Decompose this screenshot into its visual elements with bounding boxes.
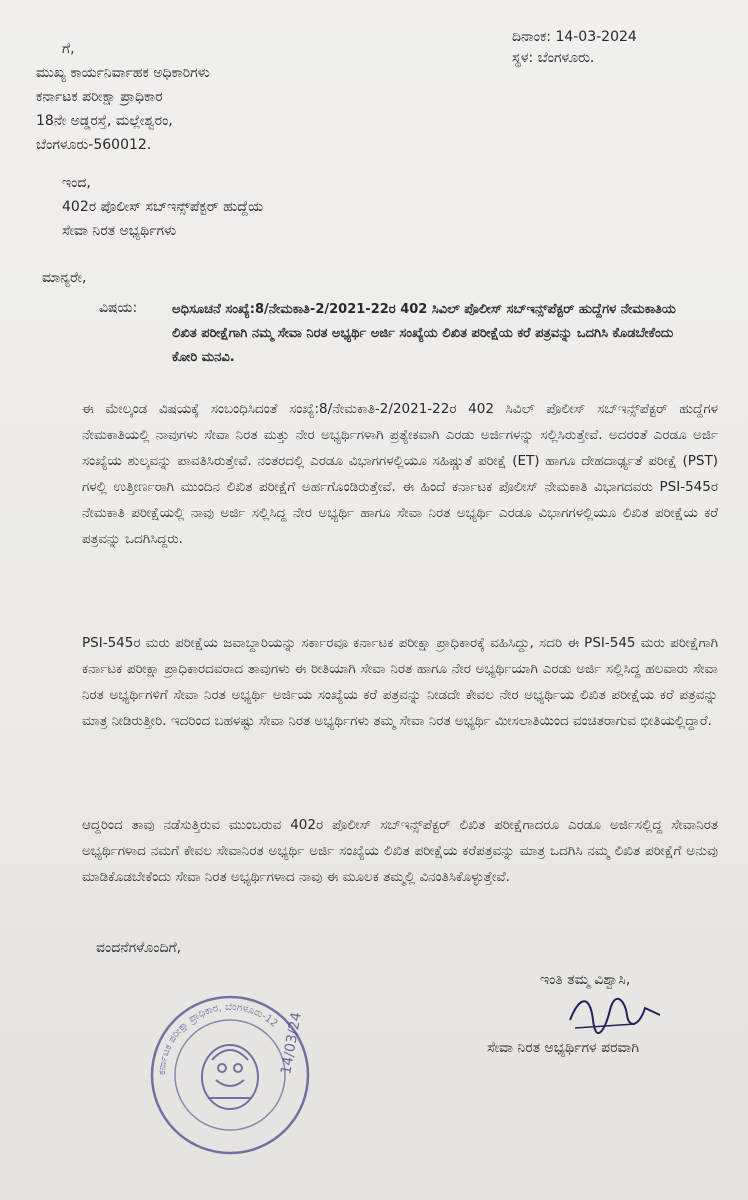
salutation: ಮಾನ್ಯರೇ,	[42, 270, 87, 286]
to-line: ಬೆಂಗಳೂರು-560012.	[36, 137, 152, 153]
from-line: 402ರ ಪೊಲೀಸ್ ಸಬ್‌ಇನ್ಸ್‌ಪೆಕ್ಟರ್ ಹುದ್ದೆಯ	[62, 199, 264, 215]
svg-text:ಕರ್ನಾಟಕ ಪರೀಕ್ಷಾ ಪ್ರಾಧಿಕಾರ, ಬೆಂ	[157, 1002, 280, 1075]
to-line: ಮುಖ್ಯ ಕಾರ್ಯನಿರ್ವಾಹಕ ಅಧಿಕಾರಿಗಳು	[36, 65, 210, 81]
letter-date: ದಿನಾಂಕ: 14-03-2024	[512, 29, 637, 45]
to-line: ಗೆ,	[62, 41, 75, 57]
to-line: ಕರ್ನಾಟಕ ಪರೀಕ್ಷಾ ಪ್ರಾಧಿಕಾರ	[36, 89, 163, 105]
handwritten-date: 14/03/24	[278, 1010, 305, 1076]
closing: ವಂದನೆಗಳೊಂದಿಗೆ,	[96, 940, 182, 956]
from-line: ಇಂದ,	[62, 175, 91, 191]
subject-text: ಅಧಿಸೂಚನೆ ಸಂಖ್ಯೆ:8/ನೇಮಕಾತಿ-2/2021-22ರ 402 ಸಿವಿಲ್ ಪೊಲೀಸ್ ಸಬ್‌ಇನ್ಸ್‌ಪೆಕ್ಟರ್ ಹುದ್ದೆಗಳ ನೇಮಕಾತಿಯ ಲಿಖಿತ ಪರೀಕ್ಷೆಗಾಗಿ ನಮ್ಮ ಸೇವಾ ನಿರತ ಅಭ್ಯರ್ಥಿ ಅರ್ಜಿ ಸಂಖ್ಯೆಯ ಲಿಖಿತ ಪರೀಕ್ಷೆಯ ಕರೆ ಪತ್ರವನ್ನು ಒದಗಿಸಿ ಕೊಡಬೇಕೆಂದು ಕೋರಿ ಮನವಿ.	[172, 302, 676, 365]
yours-faithfully: ಇಂತಿ ತಮ್ಮ ವಿಶ್ವಾಸಿ,	[540, 972, 631, 988]
signature	[565, 990, 675, 1040]
office-seal-stamp	[130, 980, 330, 1160]
to-line: 18ನೇ ಅಡ್ಡರಸ್ತೆ, ಮಲ್ಲೇಶ್ವರಂ,	[36, 113, 173, 129]
seal-text: ಕರ್ನಾಟಕ ಪರೀಕ್ಷಾ ಪ್ರಾಧಿಕಾರ, ಬೆಂಗಳೂರು-12	[156, 1001, 280, 1076]
body-paragraph-1: ಈ ಮೇಲ್ಕಂಡ ವಿಷಯಕ್ಕೆ ಸಂಬಂಧಿಸಿದಂತೆ ಸಂಖ್ಯೆ:8/ನೇಮಕಾತಿ-2/2021-22ರ 402 ಸಿವಿಲ್ ಪೊಲೀಸ್ ಸಬ್‌ಇನ್ಸ್‌ಪೆಕ್ಟರ್ ಹುದ್ದೆಗಳ ನೇಮಕಾತಿಯಲ್ಲಿ ನಾವುಗಳು ಸೇವಾ ನಿರತ ಮತ್ತು ನೇರ ಅಭ್ಯರ್ಥಿಗಳಾಗಿ ಪ್ರತ್ಯೇಕವಾಗಿ ಎರಡು ಅರ್ಜಿಗಳನ್ನು ಸಲ್ಲಿಸಿರುತ್ತೇವೆ. ಅದರಂತೆ ಎರಡೂ ಅರ್ಜಿ ಸಂಖ್ಯೆಯ ಶುಲ್ಕವನ್ನು ಪಾವತಿಸಿರುತ್ತೇವೆ. ನಂತರದಲ್ಲಿ ಎರಡೂ ವಿಭಾಗಗಳಲ್ಲಿಯೂ ಸಹಿಷ್ಣುತೆ ಪರೀಕ್ಷೆ (ET) ಹಾಗೂ ದೇಹದಾರ್ಢ್ಯತೆ ಪರೀಕ್ಷೆ (PST) ಗಳಲ್ಲಿ ಉತ್ತೀರ್ಣರಾಗಿ ಮುಂದಿನ ಲಿಖಿತ ಪರೀಕ್ಷೆಗೆ ಅರ್ಹಗೊಂಡಿರುತ್ತೇವೆ. ಈ ಹಿಂದೆ ಕರ್ನಾಟಕ ಪೊಲೀಸ್ ನೇಮಕಾತಿ ವಿಭಾಗದವರು PSI-545ರ ನೇಮಕಾತಿ ಪರೀಕ್ಷೆಯಲ್ಲಿ ನಾವು ಅರ್ಜಿ ಸಲ್ಲಿಸಿದ್ದ ನೇರ ಅಭ್ಯರ್ಥಿ ಹಾಗೂ ಸೇವಾ ನಿರತ ಅಭ್ಯರ್ಥಿ ಎರಡೂ ವಿಭಾಗಗಳಲ್ಲಿಯೂ ಲಿಖಿತ ಪರೀಕ್ಷೆಯ ಕರೆ ಪತ್ರವನ್ನು ಒದಗಿಸಿದ್ದರು.	[82, 401, 718, 547]
date-place-block	[512, 27, 637, 69]
sender-address	[62, 171, 263, 243]
recipient-address	[36, 37, 210, 157]
body-paragraph-2: PSI-545ರ ಮರು ಪರೀಕ್ಷೆಯ ಜವಾಬ್ದಾರಿಯನ್ನು ಸರ್ಕಾರವೂ ಕರ್ನಾಟಕ ಪರೀಕ್ಷಾ ಪ್ರಾಧಿಕಾರಕ್ಕೆ ವಹಿಸಿದ್ದು, ಸದರಿ ಈ PSI-545 ಮರು ಪರೀಕ್ಷೆಗಾಗಿ ಕರ್ನಾಟಕ ಪರೀಕ್ಷಾ ಪ್ರಾಧಿಕಾರದವರಾದ ತಾವುಗಳು ಈ ರೀತಿಯಾಗಿ ಸೇವಾ ನಿರತ ಹಾಗೂ ನೇರ ಅಭ್ಯರ್ಥಿಯಾಗಿ ಎರಡು ಅರ್ಜಿ ಸಲ್ಲಿಸಿದ್ದ ಹಲವಾರು ಸೇವಾ ನಿರತ ಅಭ್ಯರ್ಥಿಗಳಿಗೆ ಸೇವಾ ನಿರತ ಅಭ್ಯರ್ಥಿ ಅರ್ಜಿಯ ಸಂಖ್ಯೆಯ ಕರೆ ಪತ್ರವನ್ನು ನೀಡದೇ ಕೇವಲ ನೇರ ಅಭ್ಯರ್ಥಿಯ ಲಿಖಿತ ಪರೀಕ್ಷೆಯ ಕರೆ ಪತ್ರವನ್ನು ಮಾತ್ರ ನೀಡಿರುತ್ತೀರಿ. ಇದರಿಂದ ಬಹಳಷ್ಟು ಸೇವಾ ನಿರತ ಅಭ್ಯರ್ಥಿಗಳು ತಮ್ಮ ಸೇವಾ ನಿರತ ಅಭ್ಯರ್ಥಿ ಮೀಸಲಾತಿಯಿಂದ ವಂಚಿತರಾಗುವ ಭೀತಿಯಲ್ಲಿದ್ದಾರೆ.	[82, 635, 718, 729]
subject-label: ವಿಷಯ:	[99, 300, 138, 316]
on-behalf-line: ಸೇವಾ ನಿರತ ಅಭ್ಯರ್ಥಿಗಳ ಪರವಾಗಿ	[487, 1040, 640, 1056]
letter-place: ಸ್ಥಳ: ಬೆಂಗಳೂರು.	[512, 50, 595, 66]
body-paragraph-3: ಆದ್ದರಿಂದ ತಾವು ನಡೆಸುತ್ತಿರುವ ಮುಂಬರುವ 402ರ ಪೊಲೀಸ್ ಸಬ್‌ಇನ್ಸ್‌ಪೆಕ್ಟರ್ ಲಿಖಿತ ಪರೀಕ್ಷೆಗಾದರೂ ಎರಡೂ ಅರ್ಜಿಸಲ್ಲಿದ್ದ ಸೇವಾನಿರತ ಅಭ್ಯರ್ಥಿಗಳಾದ ನಮಗೆ ಕೇವಲ ಸೇವಾನಿರತ ಅಭ್ಯರ್ಥಿ ಅರ್ಜಿ ಸಂಖ್ಯೆಯ ಲಿಖಿತ ಪರೀಕ್ಷೆಯ ಕರೆಪತ್ರವನ್ನು ಮಾತ್ರ ಒದಗಿಸಿ ನಮ್ಮ ಲಿಖಿತ ಪರೀಕ್ಷೆಗೆ ಅನುವು ಮಾಡಿಕೊಡಬೇಕೆಂದು ಸೇವಾ ನಿರತ ಅಭ್ಯರ್ಥಿಗಳಾದ ನಾವು ಈ ಮೂಲಕ ತಮ್ಮಲ್ಲಿ ವಿನಂತಿಸಿಕೊಳ್ಳುತ್ತೇವೆ.	[82, 817, 718, 885]
from-line: ಸೇವಾ ನಿರತ ಅಭ್ಯರ್ಥಿಗಳು	[62, 223, 177, 239]
